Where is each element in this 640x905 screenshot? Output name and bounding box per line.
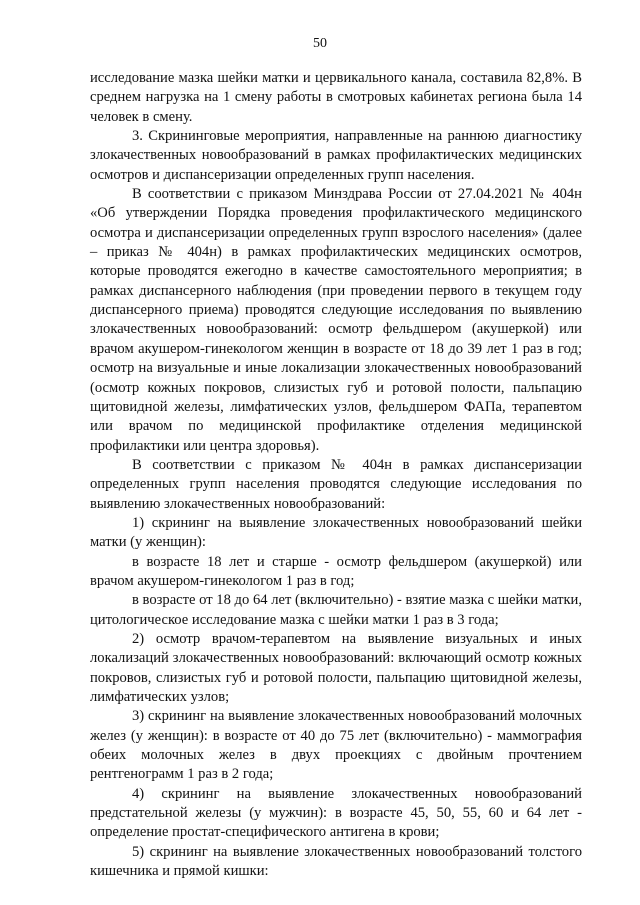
list-subitem-1a: в возрасте 18 лет и старше - осмотр фельдшером (акушеркой) или врачом акушером-гинекологом 1 раз в год;: [90, 553, 582, 589]
paragraph-1: исследование мазка шейки матки и цервикального канала, составила 82,8%. В среднем нагрузка на 1 смену работы в смотровых кабинетах региона была 14 человек в смену.: [90, 70, 582, 125]
section-heading: 3. Скрининговые мероприятия, направленные на раннюю диагностику злокачественных новообразований в рамках профилактических медицинских осмотров и диспансеризации определенных групп населения.: [90, 128, 582, 183]
paragraph-4: В соответствии с приказом № 404н в рамках диспансеризации определенных групп населения проводятся следующие исследования по выявлению злокачественных новообразований:: [90, 456, 582, 512]
list-subitem-1b: в возрасте от 18 до 64 лет (включительно) - взятие мазка с шейки матки, цитологическое исследование мазка с шейки матки 1 раз в 3 года;: [90, 592, 582, 628]
list-item-2: 2) осмотр врачом-терапевтом на выявление визуальных и иных локализаций злокачественных новообразований: включающий осмотр кожных покровов, слизистых губ и ротовой полости, пальпацию щитовидной железы, лимфатических узлов;: [90, 630, 582, 705]
list-item-4: 4) скрининг на выявление злокачественных новообразований предстательной железы (у мужчин): в возрасте 45, 50, 55, 60 и 64 лет - определение простат-специфического антигена в крови;: [90, 785, 582, 841]
list-item-1: 1) скрининг на выявление злокачественных новообразований шейки матки (у женщин):: [90, 514, 582, 551]
document-body: [90, 69, 582, 881]
list-item-3: 3) скрининг на выявление злокачественных новообразований молочных желез (у женщин): в возрасте от 40 до 75 лет (включительно) - маммография обеих молочных желез в двух проекциях с двойным прочтением рентгенограмм 1 раз в 2 года;: [90, 708, 582, 783]
list-item-5: 5) скрининг на выявление злокачественных новообразований толстого кишечника и прямой кишки:: [90, 843, 582, 880]
paragraph-3: В соответствии с приказом Минздрава России от 27.04.2021 № 404н «Об утверждении Порядка проведения профилактического медицинского осмотра и диспансеризации определенных групп взрослого населения» (далее – приказ № 404н) в рамках профилактических медицинских осмотров, которые проводятся ежегодно в качестве самостоятельного мероприятия; в рамках диспансерного наблюдения (при проведении первого в текущем году диспансерного приема) проводятся следующие исследования по выявлению злокачественных новообразований: осмотр фельдшером (акушеркой) или врачом акушером-гинекологом женщин в возрасте от 18 до 39 лет 1 раз в год; осмотр на визуальные и иные локализации злокачественных новообразований (осмотр кожных покровов, слизистых губ и ротовой полости, пальпацию щитовидной железы, лимфатических узлов, фельдшером ФАПа, терапевтом или врачом по медицинской профилактике отделения медицинской профилактики или центра здоровья).: [90, 186, 582, 454]
page-number: 50: [313, 36, 327, 51]
